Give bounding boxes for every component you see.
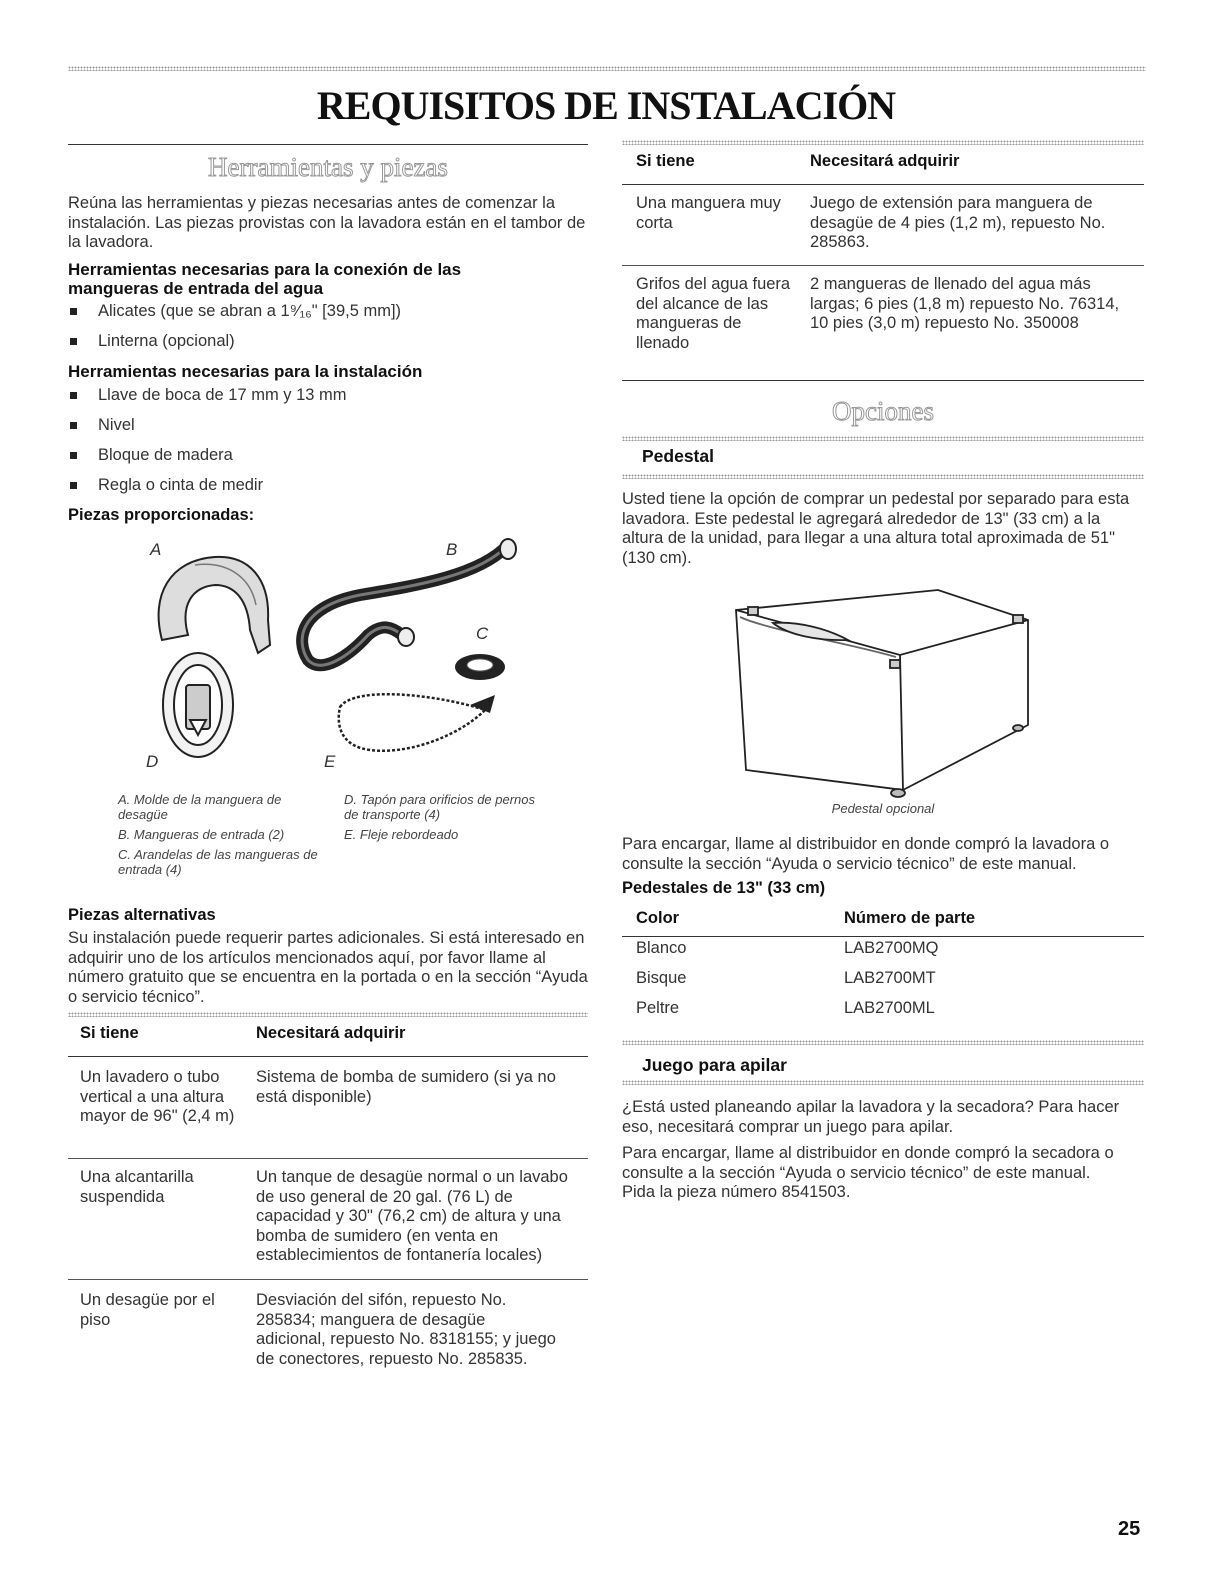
pedestal-heading: Pedestal [642,446,714,466]
install-tools-heading: Herramientas necesarias para la instalación [68,362,423,381]
table-cell: Una alcantarilla suspendida [80,1168,194,1206]
pedestals-heading: Pedestales de 13" (33 cm) [622,879,826,897]
caption-a: A. Molde de la manguera de desagüe [118,792,282,822]
pedestal-caption: Pedestal opcional [831,801,935,816]
table-row-rule [68,1158,588,1159]
parts-heading: Piezas proporcionadas: [68,506,255,524]
right-top-dotted-rule [622,140,1144,145]
alt-parts-text: Su instalación puede requerir partes adicionales. Si está interesado en adquirir uno de los artículos mencionados aquí, por favor llame al número gratuito que se encuentra en la portada o en la sección “Ayuda o servicio técnico”. [68,929,588,1006]
bullet-icon [70,422,77,429]
table-cell: Juego de extensión para manguera de desagüe de 4 pies (1,2 m), repuesto No. 285863. [810,194,1106,251]
caption-e: E. Fleje rebordeado [344,827,459,842]
inlet-hose-icon [302,539,516,665]
stack-top-dotted-rule [622,1040,1144,1045]
part-label-e: E [324,752,336,771]
parts-illustration [140,535,540,775]
tools-intro: Reúna las herramientas y piezas necesarias antes de comenzar la instalación. Las piezas provistas con la lavadora están en el tambor de la lavadora. [68,194,586,251]
page-number: 25 [1118,1518,1141,1540]
table-top-dotted-rule [68,1012,588,1017]
top-dotted-rule [68,66,1146,71]
hoses-tools-heading: Herramientas necesarias para la conexión de las mangueras de entrada del agua [68,260,462,298]
pedestal-top-dotted-rule [622,436,1144,441]
stack-bottom-dotted-rule [622,1080,1144,1085]
table-header-have: Si tiene [636,152,695,170]
stack-heading: Juego para apilar [642,1055,787,1075]
caption-b: B. Mangueras de entrada (2) [118,827,285,842]
table-cell: Desviación del sifón, repuesto No. 285834; manguera de desagüe adicional, repuesto No. 8318155; y juego de conectores, repuesto No. 285835. [256,1291,556,1368]
color-cell: Peltre [636,999,680,1017]
table-header-have: Si tiene [80,1024,139,1042]
table-header-rule [622,184,1144,185]
table-cell: Sistema de bomba de sumidero (si ya no está disponible) [256,1068,556,1106]
bullet-icon [70,392,77,399]
caption-c: C. Arandelas de las mangueras de entrada (4) [118,847,318,877]
table-cell: Un tanque de desagüe normal o un lavabo de uso general de 20 gal. (76 L) de capacidad y 30" (76,2 cm) de altura y una bomba de sumidero (en venta en establecimientos de fontanería locales) [256,1168,568,1264]
pedestal-bottom-dotted-rule [622,474,1144,479]
part-label-a: A [150,540,162,559]
options-section-heading: Opciones [832,396,934,426]
beaded-strap-icon [339,694,495,751]
bullet-icon [70,482,77,489]
color-table-header-part: Número de parte [844,909,976,927]
part-number-cell: LAB2700ML [844,999,935,1017]
color-table-header-color: Color [636,909,680,927]
pedestal-text: Usted tiene la opción de comprar un pedestal por separado para esta lavadora. Este pedestal le agregará alrededor de 13" (33 cm) a la altura de la unidad, para llegar a una altura total aproximada de 51" (130 cm). [622,490,1130,567]
table-header-need: Necesitará adquirir [810,152,960,170]
pedestal-illustration [728,585,1038,800]
part-label-d: D [146,752,159,771]
caption-d: D. Tapón para orificios de pernos de transporte (4) [344,792,536,822]
color-cell: Blanco [636,939,687,957]
bullet-icon [70,338,77,345]
tools-section-heading: Herramientas y piezas [208,152,448,182]
table-header-rule [68,1056,588,1057]
left-section-rule [68,144,588,145]
table-row-rule [68,1279,588,1280]
pedestal-icon [736,590,1028,797]
part-label-c: C [476,624,489,643]
bullet-icon [70,452,77,459]
table-cell: Una manguera muy corta [636,194,781,232]
bullet-icon [70,308,77,315]
drain-hose-form-icon [159,557,270,653]
table-bottom-rule [622,380,1144,381]
stack-text-2: Para encargar, llame al distribuidor en donde compró la secadora o consulte a la sección “Ayuda o servicio técnico” de este manual. Pida la pieza número 8541503. [622,1144,1114,1201]
table-header-need: Necesitará adquirir [256,1024,406,1042]
table-cell: Grifos del agua fuera del alcance de las mangueras de llenado [636,275,791,352]
table-row-rule [622,265,1144,266]
bolt-cap-icon [163,653,233,757]
part-number-cell: LAB2700MT [844,969,936,987]
table-cell: 2 mangueras de llenado del agua más largas; 6 pies (1,8 m) repuesto No. 76314, 10 pies (3,0 m) repuesto No. 350008 [810,275,1120,332]
order-text: Para encargar, llame al distribuidor en donde compró la lavadora o consulte la sección “Ayuda o servicio técnico” de este manual. [622,835,1110,873]
page-title: REQUISITOS DE INSTALACIÓN [316,83,896,128]
stack-text-1: ¿Está usted planeando apilar la lavadora y la secadora? Para hacer eso, necesitará comprar un juego para apilar. [622,1098,1120,1136]
table-cell: Un lavadero o tubo vertical a una altura mayor de 96" (2,4 m) [80,1068,235,1125]
part-number-cell: LAB2700MQ [844,939,939,957]
alt-parts-heading: Piezas alternativas [68,906,216,924]
table-cell: Un desagüe por el piso [80,1291,215,1329]
color-table-header-rule [622,936,1144,937]
part-label-b: B [446,540,458,559]
color-cell: Bisque [636,969,687,987]
washer-icon [455,654,505,680]
